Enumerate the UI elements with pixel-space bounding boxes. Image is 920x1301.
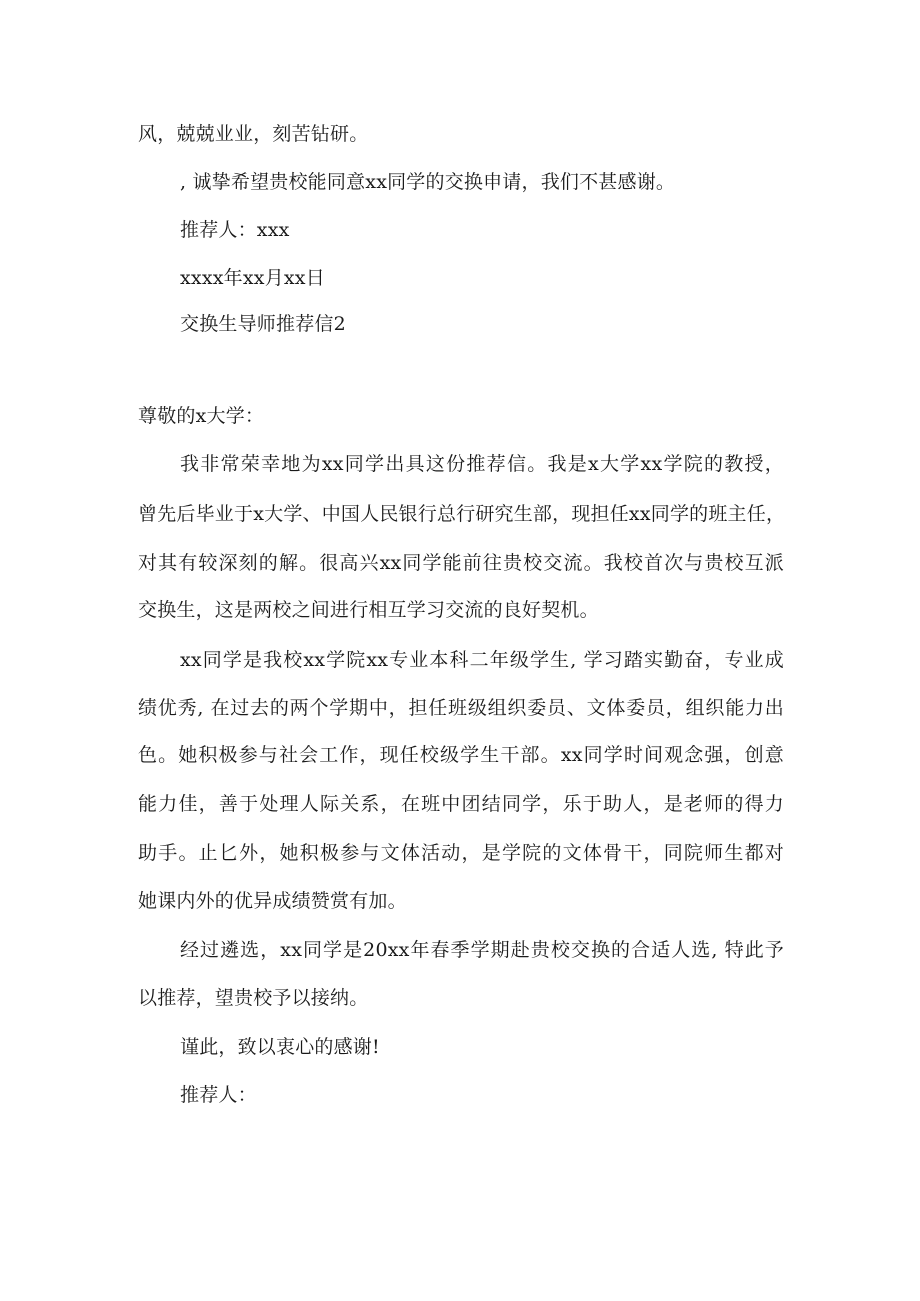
closing-line: 谨此，致以衷心的感谢! bbox=[180, 1036, 380, 1058]
paragraph-1-line: 对其有较深刻的解。很高兴xx同学能前往贵校交流。我校首次与贵校互派 bbox=[138, 552, 784, 574]
paragraph-1-line: 我非常荣幸地为xx同学出具这份推荐信。我是x大学xx学院的教授， bbox=[180, 453, 784, 475]
paragraph-2-line: 色。她积极参与社会工作，现任校级学生干部。xx同学时间观念强，创意 bbox=[138, 744, 784, 766]
paragraph-1-line: 交换生，这是两校之间进行相互学习交流的良好契机。 bbox=[138, 599, 599, 621]
paragraph-2-line: 能力佳，善于处理人际关系，在班中团结同学，乐于助人，是老师的得力 bbox=[138, 793, 784, 815]
paragraph-2-line: 她课内外的优异成绩赞赏有加。 bbox=[138, 890, 407, 912]
previous-letter-tail: 风，兢兢业业，刻苦钻研。 bbox=[138, 123, 369, 145]
previous-letter-recommender: 推荐人：xxx bbox=[180, 219, 290, 241]
paragraph-3-line: 经过遴选，xx同学是20xx年春季学期赴贵校交换的合适人选, 特此予 bbox=[180, 939, 784, 961]
paragraph-2-line: 助手。止匕外，她积极参与文体活动，是学院的文体骨干，同院师生都对 bbox=[138, 842, 784, 864]
previous-letter-date: xxxx年xx月xx日 bbox=[180, 267, 325, 289]
recommender-label: 推荐人： bbox=[180, 1084, 257, 1106]
salutation: 尊敬的x大学： bbox=[138, 405, 265, 427]
letter-title: 交换生导师推荐信2 bbox=[180, 313, 346, 335]
previous-letter-closing: , 诚挚希望贵校能同意xx同学的交换申请，我们不甚感谢。 bbox=[180, 171, 676, 193]
paragraph-2-line: xx同学是我校xx学院xx专业本科二年级学生, 学习踏实勤奋，专业成 bbox=[180, 649, 784, 671]
paragraph-1-line: 曾先后毕业于x大学、中国人民银行总行研究生部，现担任xx同学的班主任， bbox=[138, 503, 786, 525]
paragraph-3-line: 以推荐，望贵校予以接纳。 bbox=[138, 987, 369, 1009]
paragraph-2-line: 绩优秀, 在过去的两个学期中，担任班级组织委员、文体委员，组织能力出 bbox=[138, 697, 784, 719]
